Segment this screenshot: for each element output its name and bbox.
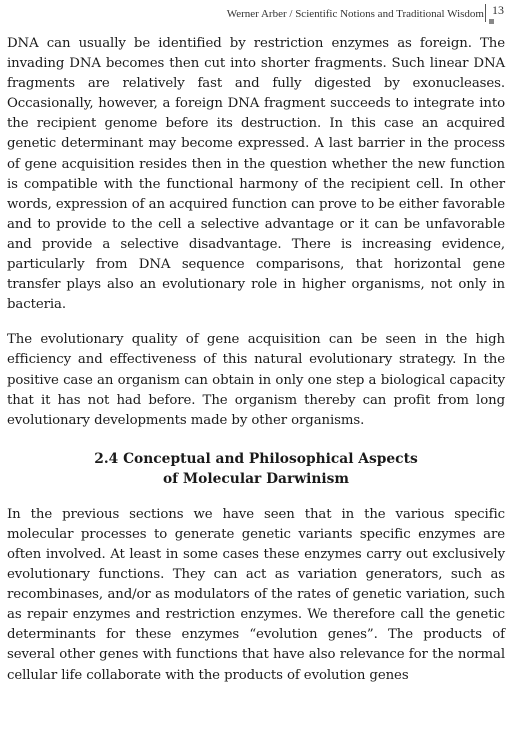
page-body	[7, 34, 505, 686]
running-header: Werner Arber / Scientific Notions and Traditional Wisdom	[226, 8, 484, 20]
section-heading	[7, 449, 505, 489]
body-paragraph-1: DNA can usually be identified by restriction enzymes as foreign. The invading DNA becomes then cut into shorter fragments. Such linear DNA fragments are relatively fast and fully digested by exonucleases. Occasionally, however, a foreign DNA fragment succeeds to integrate into the recipient genome before its destruction. In this case an acquired genetic determinant may become expressed. A last barrier in the process of gene acquisition resides then in the question whether the new function is compatible with the functional harmony of the recipient cell. In other words, expression of an acquired function can prove to be either favorable and to provide to the cell a selective advantage or it can be unfavorable and provide a selective disadvantage. There is increasing evidence, particularly from DNA sequence comparisons, that horizontal gene transfer plays also an evolutionary role in higher organisms, not only in bacteria.	[7, 36, 505, 313]
body-paragraph-3: In the previous sections we have seen that in the various specific molecular processes to generate genetic variants specific enzymes are often involved. At least in some cases these enzymes carry out exclusively evolutionary functions. They can act as variation generators, such as recombinases, and/or as modulators of the rates of genetic variation, such as repair enzymes and restriction enzymes. We therefore call the genetic determinants for these enzymes “evolution genes”. The products of several other genes with functions that have also relevance for the normal cellular life collaborate with the products of evolution genes	[7, 506, 505, 683]
section-heading-line-1: 2.4 Conceptual and Philosophical Aspects	[94, 450, 418, 467]
header-divider	[485, 4, 486, 22]
section-heading-line-2: of Molecular Darwinism	[162, 470, 350, 487]
page-corner-marker	[489, 19, 494, 24]
body-paragraph-2: The evolutionary quality of gene acquisition can be seen in the high efficiency and effectiveness of this natural evolutionary strategy. In the positive case an organism can obtain in only one step a biological capacity that it has not had before. The organism thereby can profit from long evolutionary developments made by other organisms.	[7, 332, 505, 428]
page-number: 13	[492, 3, 504, 17]
